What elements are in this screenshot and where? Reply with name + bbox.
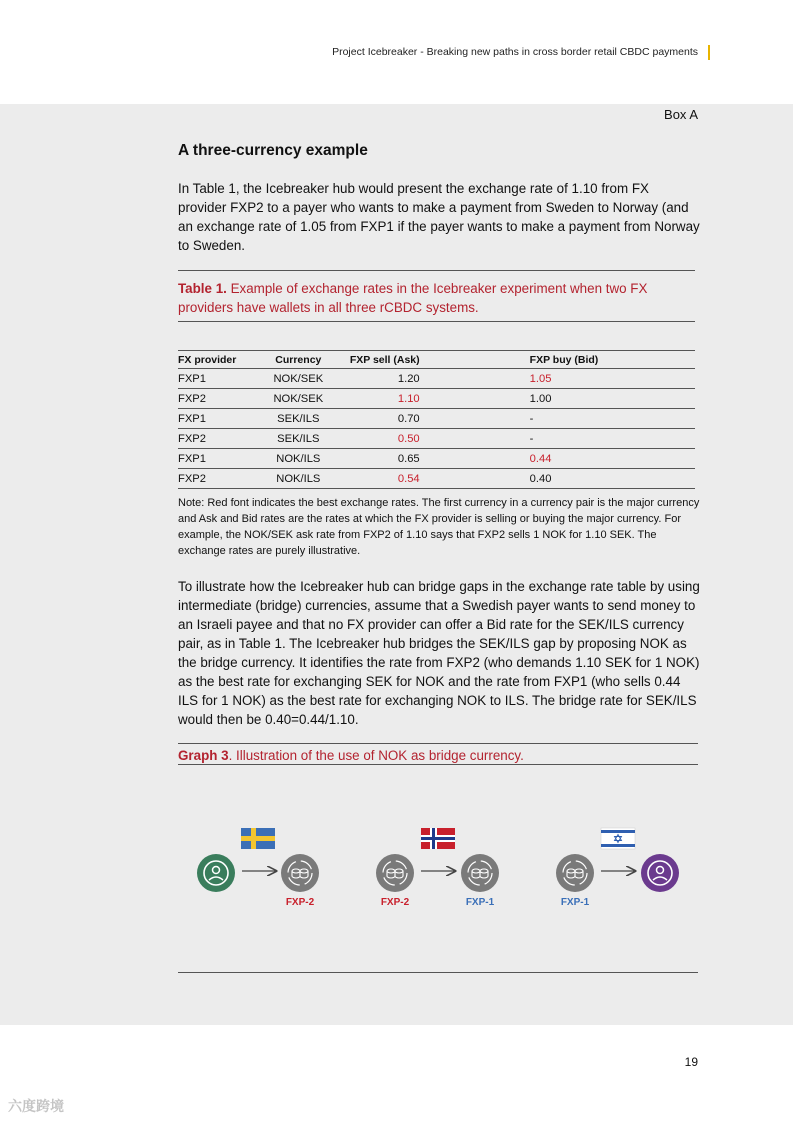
cell-provider: FXP2 xyxy=(178,429,247,449)
table-caption xyxy=(178,279,698,317)
cell-provider: FXP2 xyxy=(178,389,247,409)
cell-provider: FXP1 xyxy=(178,449,247,469)
fxp2-node-1 xyxy=(281,854,319,892)
table-row xyxy=(178,389,695,409)
norway-flag-icon xyxy=(421,828,455,849)
table-row xyxy=(178,369,695,389)
table-row xyxy=(178,449,695,469)
sweden-flag-icon xyxy=(241,828,275,849)
table-row xyxy=(178,469,695,489)
fxp2-label-2: FXP-2 xyxy=(380,897,410,908)
fxp2-node-2 xyxy=(376,854,414,892)
fxp1-label-2: FXP-1 xyxy=(560,897,590,908)
cell-ask: 0.50 xyxy=(350,429,420,449)
watermark: 六度跨境 xyxy=(8,1098,64,1114)
cell-ask: 0.70 xyxy=(350,409,420,429)
cell-bid: 1.00 xyxy=(420,389,695,409)
cell-currency: SEK/ILS xyxy=(247,409,350,429)
body-paragraph: To illustrate how the Icebreaker hub can bridge gaps in the exchange rate table by using intermediate (bridge) currencies, assume that a Swedish payer wants to send money to an Israeli payee and that no FX provider can offer a Bid rate for the SEK/ILS currency pair, as in Table 1. The Icebreaker hub bridges the SEK/ILS gap by proposing NOK as the bridge currency. It identifies the rate from FXP2 (who demands 1.10 SEK for 1 NOK) as the best rate for exchanging SEK for NOK and the rate from FXP1 (who sells 0.44 ILS for 1 NOK) as the best rate for exchanging NOK to ILS. The bridge rate for SEK/ILS would then be 0.40=0.44/1.10. xyxy=(178,579,700,727)
graph-caption xyxy=(178,746,698,765)
cell-provider: FXP2 xyxy=(178,469,247,489)
page-number: 19 xyxy=(684,1055,698,1069)
table-caption-text: Example of exchange rates in the Icebreaker experiment when two FX providers have wallets in all three rCBDC systems. xyxy=(178,281,648,315)
cell-provider: FXP1 xyxy=(178,369,247,389)
cell-ask: 0.65 xyxy=(350,449,420,469)
box-title: A three-currency example xyxy=(178,142,368,159)
box-bottom-rule xyxy=(178,972,698,973)
table-note: Note: Red font indicates the best exchange rates. The first currency in a currency pair is the major currency and Ask and Bid rates are the rates at which the FX provider is selling or buying the major currency. For example, the NOK/SEK ask rate from FXP2 of 1.10 says that FXP2 sells 1 NOK for 1.10 SEK. The exchange rates are purely illustrative. xyxy=(178,497,700,557)
cell-ask: 0.54 xyxy=(350,469,420,489)
cell-bid: - xyxy=(420,409,695,429)
col-header-ask: FXP sell (Ask) xyxy=(350,351,420,369)
col-header-provider: FX provider xyxy=(178,351,247,369)
running-header: Project Icebreaker - Breaking new paths in cross border retail CBDC payments xyxy=(332,46,698,58)
cell-currency: NOK/ILS xyxy=(247,469,350,489)
cell-provider: FXP1 xyxy=(178,409,247,429)
cell-currency: NOK/SEK xyxy=(247,369,350,389)
fxp1-label-1: FXP-1 xyxy=(465,897,495,908)
fxp1-node-1 xyxy=(461,854,499,892)
box-label: Box A xyxy=(664,107,698,122)
col-header-bid: FXP buy (Bid) xyxy=(420,351,695,369)
bridge-currency-graph xyxy=(178,820,698,920)
table-caption-prefix: Table 1. xyxy=(178,281,227,296)
cell-bid: 0.40 xyxy=(420,469,695,489)
table-row xyxy=(178,409,695,429)
payee-node xyxy=(641,854,679,892)
exchange-rate-table xyxy=(178,350,695,489)
table-caption-bottom-rule xyxy=(178,321,695,322)
graph-caption-bottom-rule xyxy=(178,764,698,765)
table-row xyxy=(178,429,695,449)
fxp2-label-1: FXP-2 xyxy=(285,897,315,908)
table-header-row xyxy=(178,351,695,369)
intro-paragraph: In Table 1, the Icebreaker hub would present the exchange rate of 1.10 from FX provider FXP2 to a payer who wants to make a payment from Sweden to Norway (and an exchange rate of 1.05 from FXP1 if the payer wants to make a payment from Norway to Sweden. xyxy=(178,181,700,253)
cell-currency: NOK/SEK xyxy=(247,389,350,409)
payer-node xyxy=(197,854,235,892)
cell-ask: 1.20 xyxy=(350,369,420,389)
cell-currency: SEK/ILS xyxy=(247,429,350,449)
col-header-currency: Currency xyxy=(247,351,350,369)
header-accent-bar xyxy=(708,45,710,60)
cell-currency: NOK/ILS xyxy=(247,449,350,469)
graph-caption-text: . Illustration of the use of NOK as bridge currency. xyxy=(228,748,524,763)
graph-caption-top-rule xyxy=(178,743,698,744)
table-caption-top-rule xyxy=(178,270,695,271)
cell-bid: 0.44 xyxy=(420,449,695,469)
cell-bid: 1.05 xyxy=(420,369,695,389)
cell-ask: 1.10 xyxy=(350,389,420,409)
fxp1-node-2 xyxy=(556,854,594,892)
israel-flag-icon xyxy=(601,828,635,849)
graph-caption-prefix: Graph 3 xyxy=(178,748,229,763)
cell-bid: - xyxy=(420,429,695,449)
